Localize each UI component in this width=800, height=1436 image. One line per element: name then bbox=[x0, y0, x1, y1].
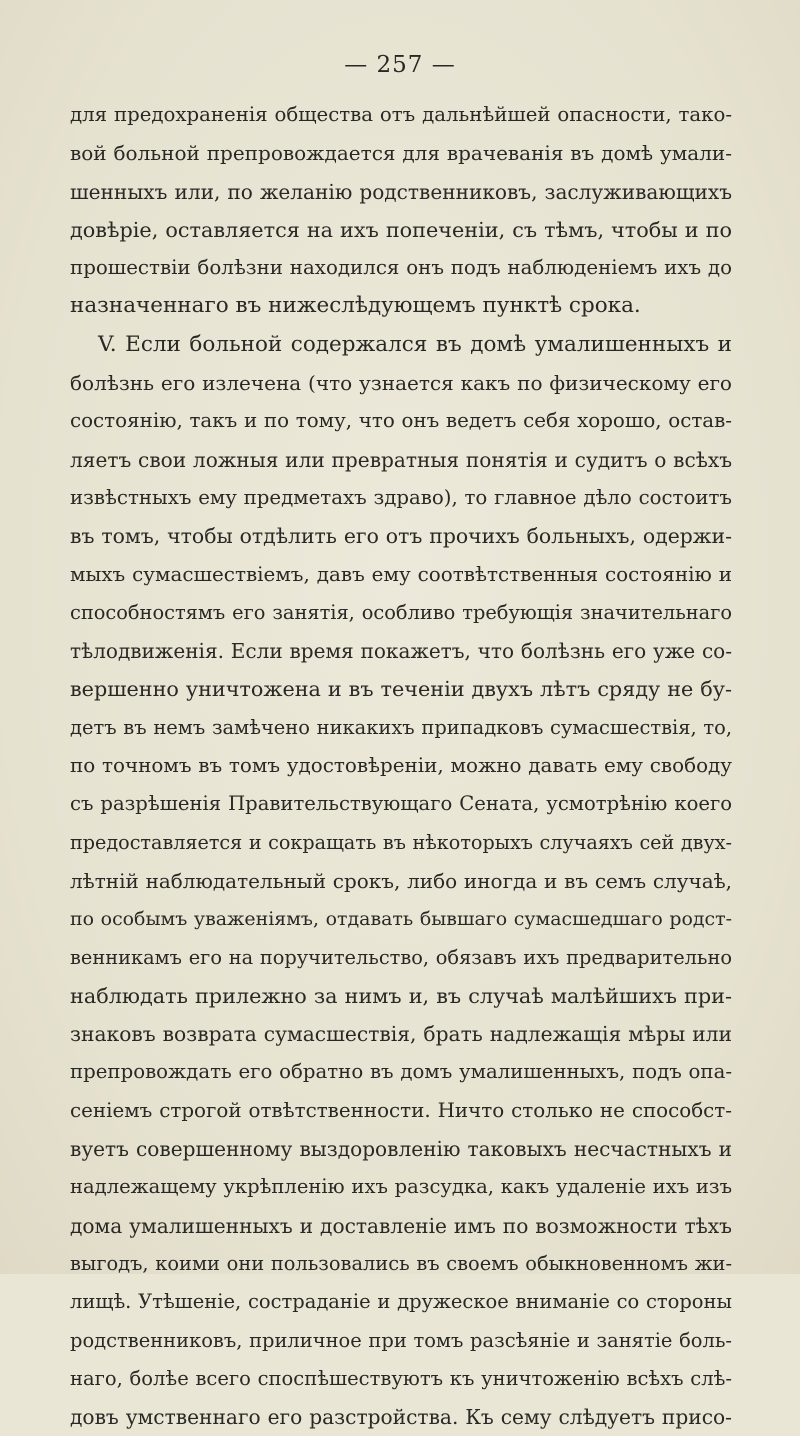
text-line: по точномъ въ томъ удостовѣреніи, можно давать ему свободу bbox=[70, 754, 732, 778]
text-line: по особымъ уваженіямъ, отдавать бывшаго сумасшедшаго родст- bbox=[70, 908, 732, 931]
text-line: состоянію, такъ и по тому, что онъ ведетъ себя хорошо, остав- bbox=[70, 409, 732, 433]
text-line: вой больной препровождается для врачеванія въ домѣ умали- bbox=[70, 141, 732, 166]
text-line: ляетъ свои ложныя или превратныя понятія и судитъ о всѣхъ bbox=[70, 447, 732, 472]
text-line: для предохраненія общества отъ дальнѣйшей опасности, тако- bbox=[70, 103, 732, 126]
text-line: извѣстныхъ ему предметахъ здраво), то главное дѣло состоитъ bbox=[70, 485, 732, 509]
text-line: болѣзнь его излечена (что узнается какъ по физическому его bbox=[70, 371, 732, 396]
text-line: венникамъ его на поручительство, обязавъ ихъ предварительно bbox=[70, 945, 732, 969]
text-line: вуетъ совершенному выздоровленію таковыхъ несчастныхъ и bbox=[70, 1137, 732, 1162]
text-line: назначеннаго въ нижеслѣдующемъ пунктѣ срока. bbox=[70, 293, 641, 319]
text-line: V. Если больной содержался въ домѣ умалишенныхъ и bbox=[98, 331, 732, 357]
text-line: наго, болѣе всего споспѣшествуютъ къ уничтоженію всѣхъ слѣ- bbox=[70, 1366, 732, 1390]
text-line: знаковъ возврата сумасшествія, брать надлежащія мѣры или bbox=[70, 1022, 732, 1047]
text-line: съ разрѣшенія Правительствующаго Сената, усмотрѣнію коего bbox=[70, 792, 732, 816]
text-line: мыхъ сумасшествіемъ, давъ ему соотвѣтственныя состоянію и bbox=[70, 562, 732, 586]
text-line: въ томъ, чтобы отдѣлить его отъ прочихъ больныхъ, одержи- bbox=[70, 524, 732, 549]
text-line: лѣтній наблюдательный срокъ, либо иногда и въ семъ случаѣ, bbox=[70, 868, 732, 893]
text-line: наблюдать прилежно за нимъ и, въ случаѣ малѣйшихъ при- bbox=[70, 983, 732, 1008]
text-line: лищѣ. Утѣшеніе, состраданіе и дружеское вниманіе со стороны bbox=[70, 1290, 732, 1314]
text-line: довѣріе, оставляется на ихъ попеченіи, съ тѣмъ, чтобы и по bbox=[70, 217, 732, 242]
text-line: надлежащему укрѣпленію ихъ разсудка, какъ удаленіе ихъ изъ bbox=[70, 1175, 732, 1199]
text-line: вершенно уничтожена и въ теченіи двухъ лѣтъ сряду не бу- bbox=[70, 677, 732, 702]
text-line: способностямъ его занятія, особливо требующія значительнаго bbox=[70, 600, 732, 624]
body-text bbox=[70, 96, 732, 1436]
text-line: детъ въ немъ замѣчено никакихъ припадковъ сумасшествія, то, bbox=[70, 715, 732, 739]
page-number: — 257 — bbox=[344, 52, 456, 78]
text-line: сеніемъ строгой отвѣтственности. Ничто столько не способст- bbox=[70, 1098, 732, 1122]
text-line: прошествіи болѣзни находился онъ подъ наблюденіемъ ихъ до bbox=[70, 256, 732, 280]
text-line: предоставляется и сокращать въ нѣкоторыхъ случаяхъ сей двух- bbox=[70, 830, 732, 854]
text-line: шенныхъ или, по желанію родственниковъ, заслуживающихъ bbox=[70, 179, 732, 204]
text-line: довъ умственнаго его разстройства. Къ сему слѣдуетъ присо- bbox=[70, 1405, 732, 1430]
text-line: препровождать его обратно въ домъ умалишенныхъ, подъ опа- bbox=[70, 1060, 732, 1084]
text-line: дома умалишенныхъ и доставленіе имъ по возможности тѣхъ bbox=[70, 1213, 732, 1238]
text-line: тѣлодвиженія. Если время покажетъ, что болѣзнь его уже со- bbox=[70, 639, 732, 664]
text-line: выгодъ, коими они пользовались въ своемъ обыкновенномъ жи- bbox=[70, 1251, 732, 1275]
text-line: родственниковъ, приличное при томъ разсѣяніе и занятіе боль- bbox=[70, 1328, 732, 1352]
